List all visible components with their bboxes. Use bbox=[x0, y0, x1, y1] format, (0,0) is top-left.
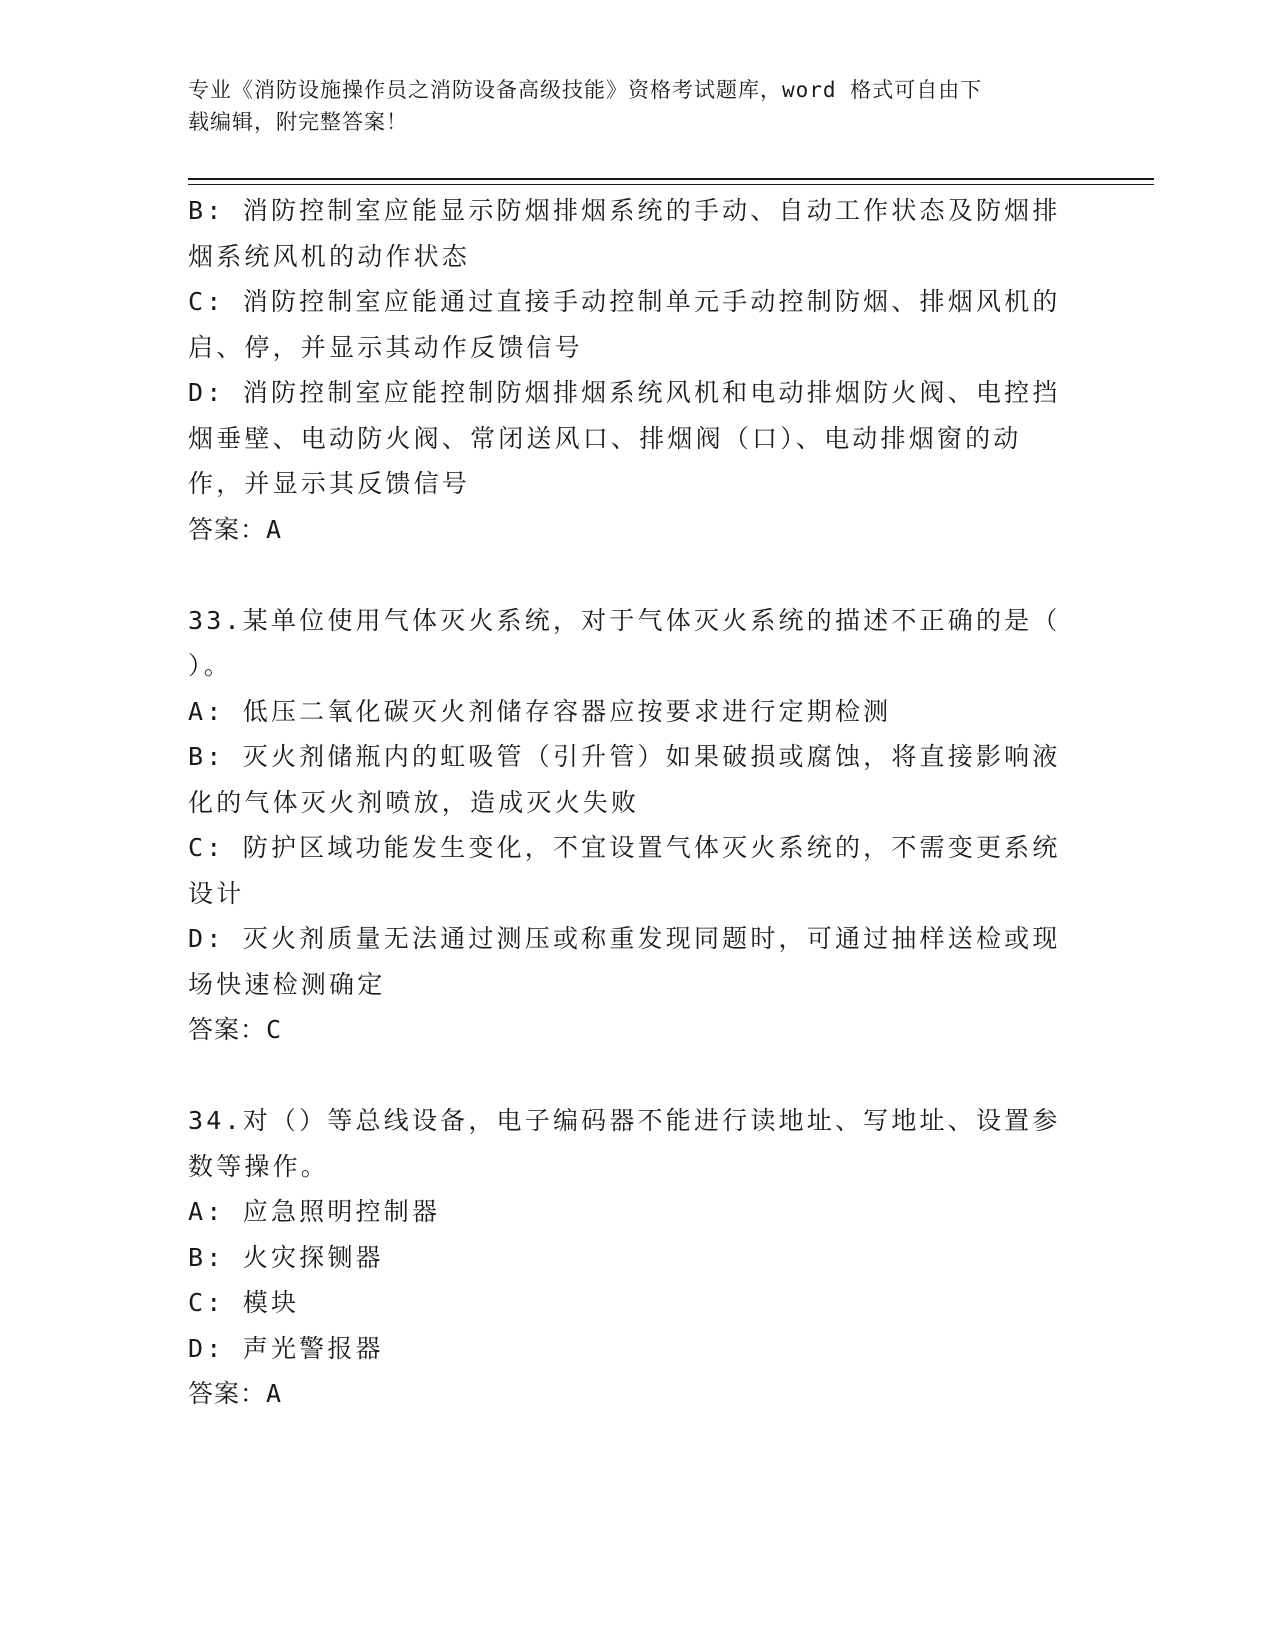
option-b: B: 火灾探铡器 bbox=[188, 1242, 384, 1272]
option-b-line-1: B: 消防控制室应能显示防烟排烟系统的手动、自动工作状态及防烟排 bbox=[188, 196, 1061, 225]
option-d: D: 声光警报器 bbox=[188, 1333, 384, 1363]
question-stem-line-2: 数等操作。 bbox=[188, 1151, 330, 1181]
header-line-2: 载编辑，附完整答案！ bbox=[188, 110, 408, 134]
option-c-line-2: 设计 bbox=[188, 878, 245, 908]
answer-34: 答案：A bbox=[188, 1379, 283, 1408]
question-stem-line-2: ）。 bbox=[188, 651, 232, 680]
option-b-line-2: 化的气体灭火剂喷放，造成灭火失败 bbox=[188, 787, 640, 817]
option-d-line-2: 烟垂壁、电动防火阀、常闭送风口、排烟阀（口）、电动排烟窗的动 bbox=[188, 423, 1022, 453]
option-c: C: 模块 bbox=[188, 1288, 300, 1317]
option-c-line-1: C: 消防控制室应能通过直接手动控制单元手动控制防烟、排烟风机的 bbox=[188, 287, 1061, 316]
question-stem-line-1: 33.某单位使用气体灭火系统，对于气体灭火系统的描述不正确的是（ bbox=[188, 605, 1061, 635]
question-33 bbox=[188, 598, 1078, 1053]
option-d-line-3: 作，并显示其反馈信号 bbox=[188, 469, 471, 498]
option-b-line-1: B: 灭火剂储瓶内的虹吸管（引升管）如果破损或腐蚀，将直接影响液 bbox=[188, 742, 1061, 771]
option-d-line-1: D: 灭火剂质量无法通过测压或称重发现同题时，可通过抽样送检或现 bbox=[188, 924, 1061, 953]
question-32 bbox=[188, 188, 1078, 552]
question-content bbox=[188, 188, 1078, 1417]
option-a-line-1: A: 低压二氧化碳灭火剂储存容器应按要求进行定期检测 bbox=[188, 696, 892, 726]
option-b-line-2: 烟系统风机的动作状态 bbox=[188, 241, 471, 271]
option-a: A: 应急照明控制器 bbox=[188, 1197, 441, 1226]
page-header bbox=[188, 74, 1068, 138]
header-rule-thin bbox=[188, 184, 1154, 185]
spacer bbox=[188, 552, 1078, 598]
option-c-line-2: 启、停，并显示其动作反馈信号 bbox=[188, 332, 583, 362]
spacer bbox=[188, 1053, 1078, 1099]
option-c-line-1: C: 防护区域功能发生变化，不宜设置气体灭火系统的，不需变更系统 bbox=[188, 833, 1061, 862]
option-d-line-2: 场快速检测确定 bbox=[188, 969, 386, 999]
header-line-1: 专业《消防设施操作员之消防设备高级技能》资格考试题库，word 格式可自由下 bbox=[188, 78, 983, 102]
question-34 bbox=[188, 1098, 1078, 1417]
answer-33: 答案：C bbox=[188, 1015, 283, 1044]
option-d-line-1: D: 消防控制室应能控制防烟排烟系统风机和电动排烟防火阀、电控挡 bbox=[188, 378, 1061, 407]
question-stem-line-1: 34.对（）等总线设备，电子编码器不能进行读地址、写地址、设置参 bbox=[188, 1106, 1061, 1135]
answer-32: 答案：A bbox=[188, 514, 283, 544]
header-rule-thick bbox=[188, 178, 1154, 180]
